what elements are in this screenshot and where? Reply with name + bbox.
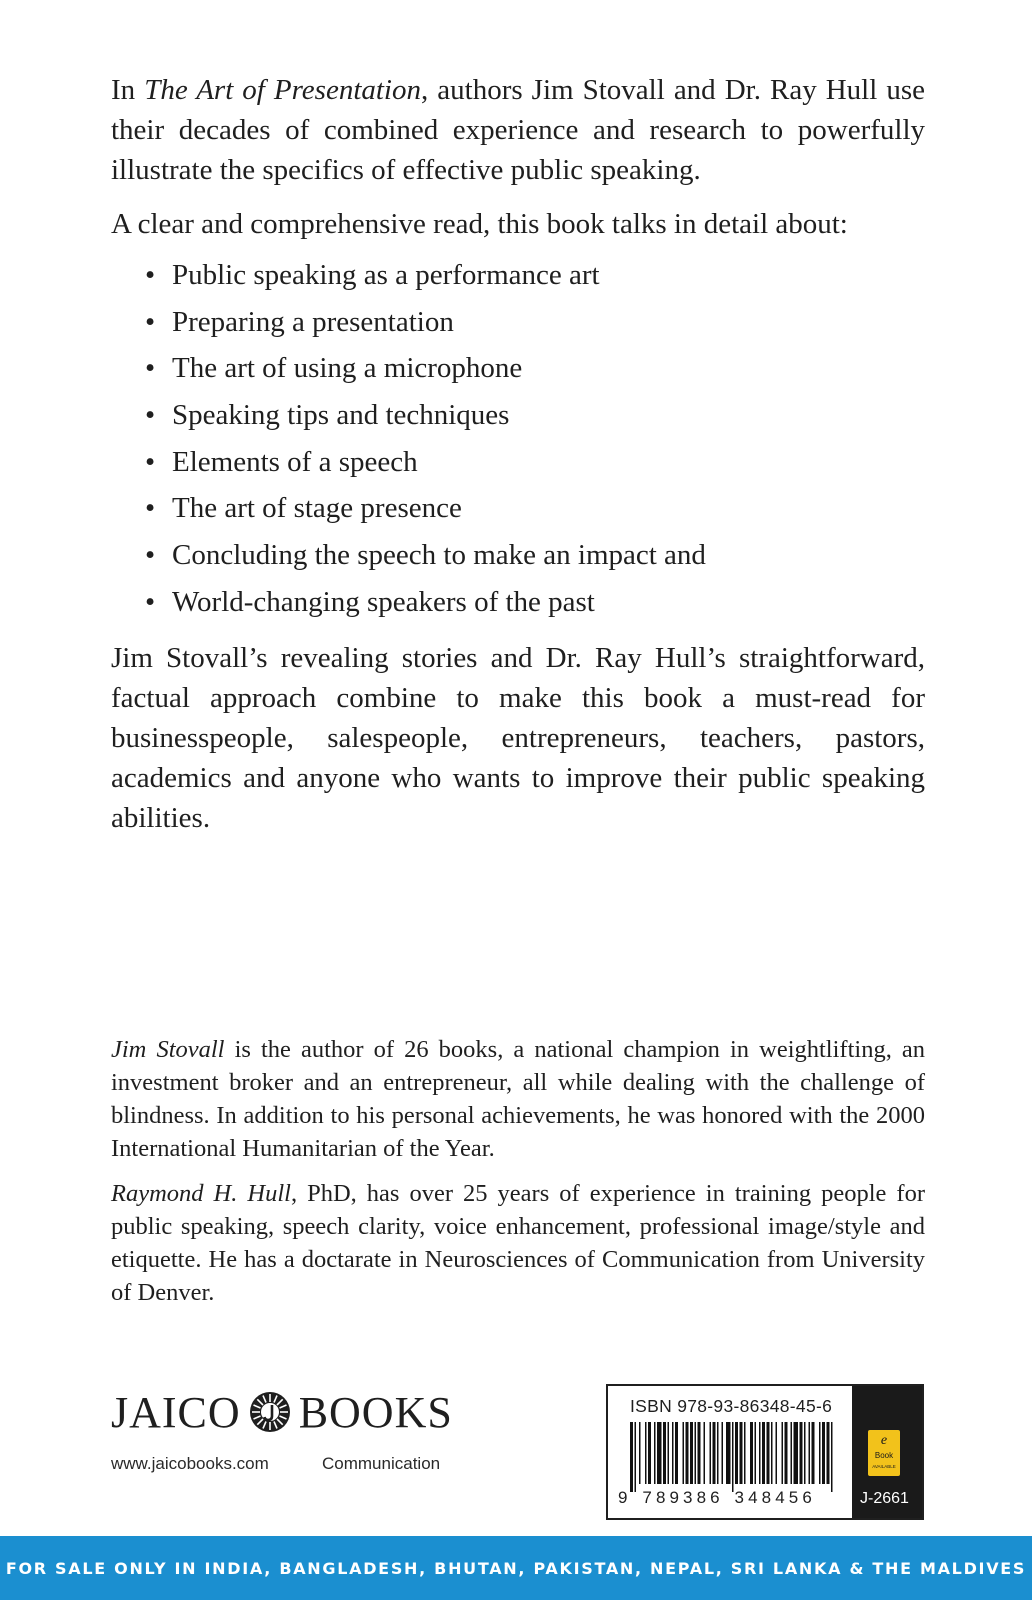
- blurb-closing: Jim Stovall’s revealing stories and Dr. Ray Hull’s straightforward, factual approach combine to make this book a must-read for businesspeople, salespeople, entrepreneurs, teachers, pastors, academics and anyone who wants to improve their public speaking abilities.: [111, 641, 925, 834]
- book-category: Communication: [322, 1454, 441, 1473]
- product-code: J-2661: [860, 1490, 909, 1507]
- intro-suffix: , authors Jim Stovall and Dr. Ray Hull use their decades of combined experience and research to powerfully illustrate the specifics of effective public speaking.: [111, 74, 925, 186]
- barcode-digit-group: 348456: [734, 1488, 816, 1507]
- ebook-sub: AVAILABLE: [872, 1464, 896, 1469]
- ebook-icon: e: [880, 1433, 888, 1448]
- topic-text: The art of using a microphone: [172, 352, 523, 385]
- publisher-logo: [111, 1384, 571, 1440]
- publisher-meta: [111, 1454, 571, 1474]
- topic-text: Public speaking as a performance art: [172, 259, 600, 291]
- list-lead: A clear and comprehensive read, this book talks in detail about:: [111, 208, 848, 240]
- author-bio-text: is the author of 26 books, a national champion in weightlifting, an investment broker and an entrepreneur, all while dealing with the challenge of blindness. In addition to his personal achievements, he was honored with the 2000 International Humanitarian of the Year.: [111, 1036, 926, 1162]
- barcode-panel: [606, 1384, 924, 1520]
- bullet-icon: •: [145, 259, 156, 291]
- list-item: [145, 252, 925, 299]
- blurb: [111, 70, 925, 838]
- list-item: [145, 532, 925, 579]
- barcode-digit-group: 789386: [642, 1488, 724, 1507]
- jaico-sun-icon: [249, 1391, 291, 1433]
- author-bio: [111, 1177, 925, 1309]
- topic-text: World-changing speakers of the past: [172, 585, 595, 618]
- topic-list: [111, 252, 925, 626]
- publisher-name-right: BOOKS: [298, 1387, 453, 1437]
- sale-notice-band: [0, 1536, 1032, 1600]
- ebook-text: Book: [874, 1451, 894, 1460]
- list-item: [145, 485, 925, 532]
- barcode-digit-group: 9: [618, 1488, 632, 1507]
- barcode-digits: [618, 1488, 816, 1508]
- list-item: [145, 299, 925, 346]
- author-bio-text: , PhD, has over 25 years of experience in training people for public speaking, speech clarity, voice enhancement, professional image/style and etiquette. He has a doctarate in Neurosciences of Communication from University of Denver.: [111, 1180, 925, 1306]
- publisher-name-left: JAICO: [111, 1387, 241, 1437]
- barcode-side-panel: [852, 1386, 922, 1518]
- sale-notice: FOR SALE ONLY IN INDIA, BANGLADESH, BHUTAN, PAKISTAN, NEPAL, SRI LANKA & THE MALDIVES: [5, 1558, 1027, 1578]
- bullet-icon: •: [145, 445, 156, 478]
- bullet-icon: •: [145, 399, 156, 432]
- bullet-icon: •: [145, 305, 156, 338]
- ebook-badge: [868, 1430, 900, 1476]
- bullet-icon: •: [145, 585, 156, 618]
- list-item: [145, 439, 925, 486]
- book-title: The Art of Presentation: [144, 74, 421, 106]
- intro-prefix: In: [111, 74, 145, 106]
- publisher-block: [111, 1384, 571, 1474]
- bullet-icon: •: [145, 352, 156, 385]
- topic-text: Elements of a speech: [172, 445, 418, 478]
- author-name: Jim Stovall: [111, 1036, 225, 1063]
- isbn-label: ISBN 978-93-86348-45-6: [630, 1396, 833, 1416]
- topic-text: Preparing a presentation: [172, 305, 454, 338]
- bullet-icon: •: [145, 539, 156, 572]
- list-item: [145, 345, 925, 392]
- list-item: [145, 579, 925, 626]
- topic-text: Concluding the speech to make an impact and: [172, 539, 706, 572]
- author-name: Raymond H. Hull: [111, 1180, 291, 1207]
- list-item: [145, 392, 925, 439]
- blurb-intro: [111, 70, 925, 190]
- topic-text: The art of stage presence: [172, 492, 462, 525]
- author-bios: [111, 1033, 925, 1309]
- barcode-icon: [630, 1422, 838, 1492]
- topic-text: Speaking tips and techniques: [172, 399, 510, 432]
- author-bio: [111, 1033, 925, 1165]
- bullet-icon: •: [145, 492, 156, 525]
- publisher-website: www.jaicobooks.com: [111, 1454, 269, 1473]
